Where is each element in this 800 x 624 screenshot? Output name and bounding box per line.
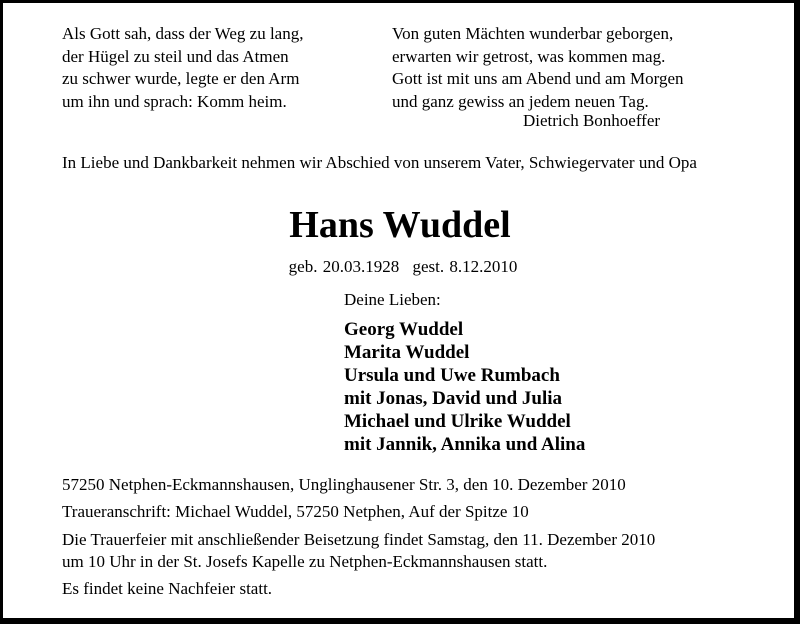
mourner-item: Georg Wuddel	[344, 319, 464, 340]
birth-date: geb. 20.03.1928	[288, 257, 400, 276]
life-dates	[0, 257, 800, 277]
poem-left-line: Als Gott sah, dass der Weg zu lang,	[62, 24, 304, 43]
mourners-heading: Deine Lieben:	[344, 290, 441, 309]
poem-left-line: um ihn und sprach: Komm heim.	[62, 91, 287, 111]
mourner-item: Marita Wuddel	[344, 342, 470, 363]
death-date: gest. 8.12.2010	[412, 257, 518, 276]
poem-author: Dietrich Bonhoeffer	[523, 111, 661, 130]
service-line: Die Trauerfeier mit anschließender Beisetzung findet Samstag, den 11. Dezember 2010	[62, 530, 656, 549]
mourners-list	[344, 318, 585, 456]
mourning-address: Traueranschrift: Michael Wuddel, 57250 Netphen, Auf der Spitze 10	[62, 502, 529, 521]
poem-right-line: und ganz gewiss an jedem neuen Tag.	[392, 91, 649, 111]
funeral-service-info	[62, 529, 655, 573]
poem-left	[62, 23, 303, 113]
poem-left-line: zu schwer wurde, legte er den Arm	[62, 69, 300, 88]
place-and-date: 57250 Netphen-Eckmannshausen, Unglinghausener Str. 3, den 10. Dezember 2010	[62, 475, 626, 494]
poem-right-line: Gott ist mit uns am Abend und am Morgen	[392, 69, 684, 88]
mourner-item: Michael und Ulrike Wuddel	[344, 411, 571, 432]
mourner-item: mit Jannik, Annika und Alina	[344, 434, 586, 455]
poem-right-line: Von guten Mächten wunderbar geborgen,	[392, 24, 674, 43]
intro-text: In Liebe und Dankbarkeit nehmen wir Abschied von unserem Vater, Schwiegervater und Opa	[62, 153, 697, 172]
poem-right-line: erwarten wir getrost, was kommen mag.	[392, 46, 666, 66]
deceased-name: Hans Wuddel	[289, 204, 511, 246]
mourner-item: mit Jonas, David und Julia	[344, 388, 563, 409]
service-line: um 10 Uhr in der St. Josefs Kapelle zu Netphen-Eckmannshausen statt.	[62, 552, 548, 571]
poem-right	[392, 23, 684, 113]
poem-left-line: der Hügel zu steil und das Atmen	[62, 46, 289, 66]
mourner-item: Ursula und Uwe Rumbach	[344, 365, 560, 386]
no-reception-note: Es findet keine Nachfeier statt.	[62, 579, 273, 598]
